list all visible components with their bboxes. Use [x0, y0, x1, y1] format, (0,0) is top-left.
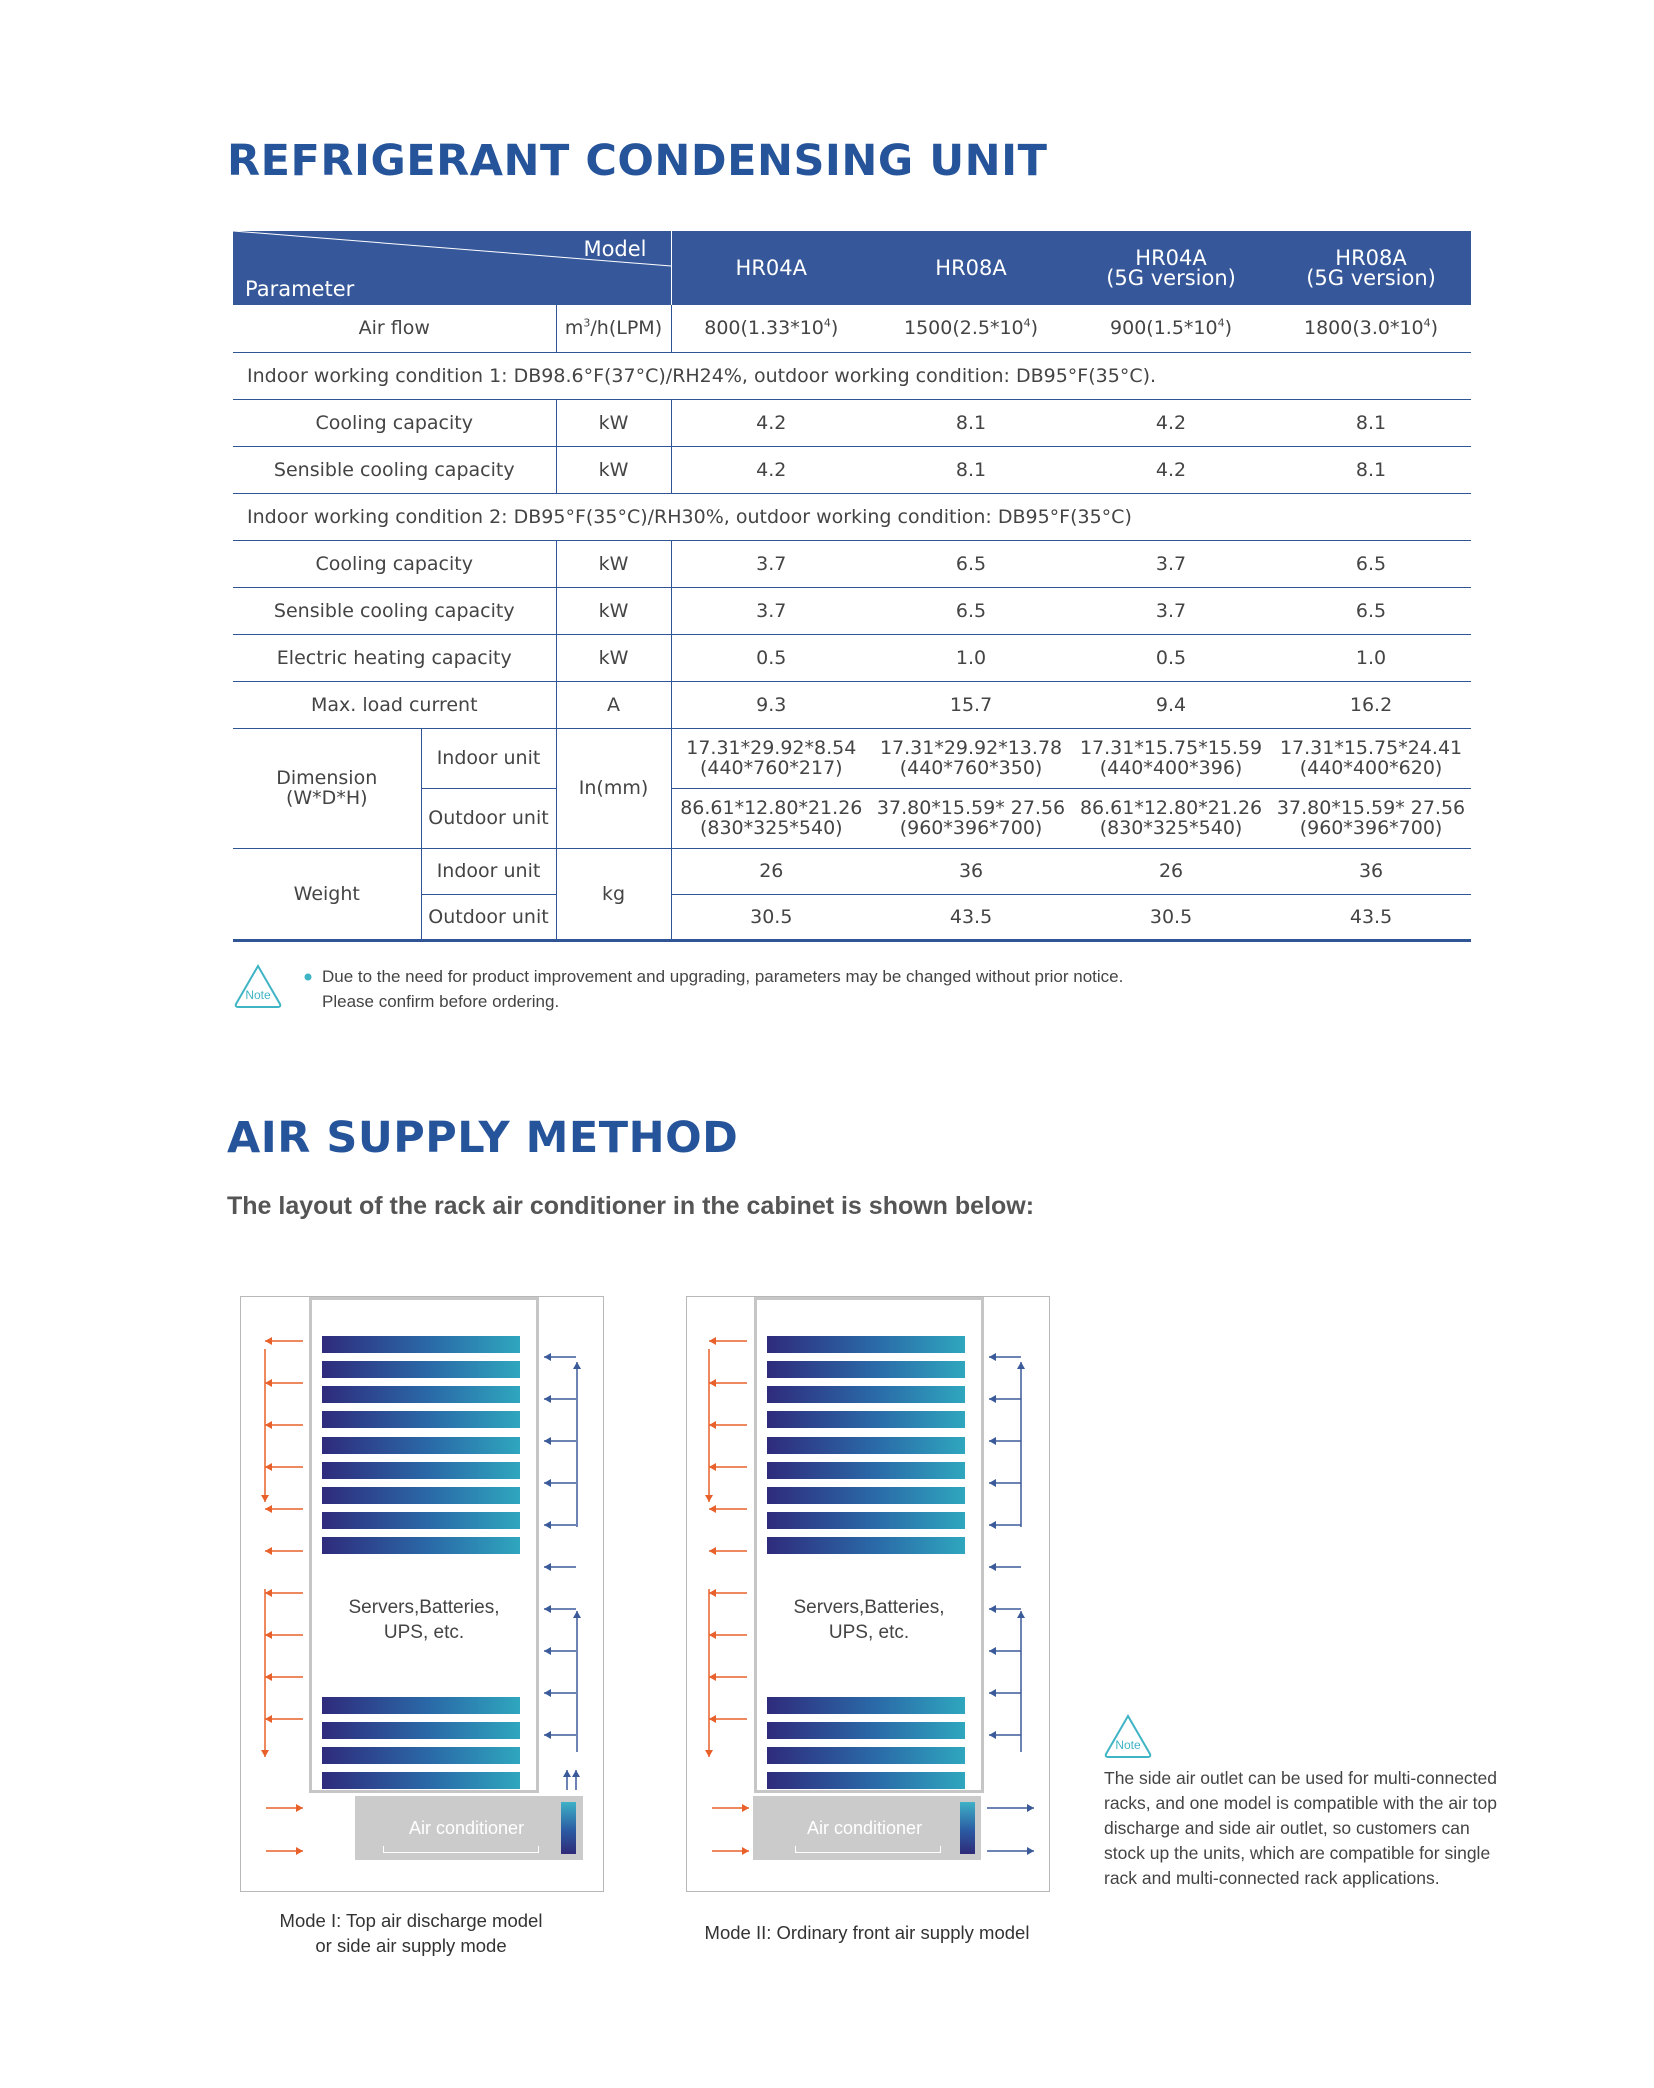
table-header-row [233, 231, 1471, 305]
row-unit: kW [556, 634, 671, 681]
cell-value: 9.3 [671, 681, 871, 728]
note-text: Due to the need for product improvement and upgrading, parameters may be changed without prior notice. Please confirm before ordering. [322, 967, 1124, 1011]
arrow-head [544, 1353, 551, 1361]
server-bar [767, 1487, 965, 1504]
cell-value: 43.5 [1271, 894, 1471, 940]
row-label: Sensible cooling capacity [233, 446, 556, 493]
note-icon [233, 963, 283, 1009]
arrow-head [544, 1479, 551, 1487]
cell-value: 8.1 [871, 446, 1071, 493]
arrow-head [265, 1337, 272, 1345]
air-conditioner-label: Air conditioner [807, 1818, 923, 1838]
air-conditioner-coil [561, 1802, 576, 1854]
server-bar [767, 1462, 965, 1479]
section-title-air-supply: AIR SUPPLY METHOD [227, 1113, 739, 1163]
arrow-head [742, 1804, 749, 1812]
cell-value: 3.7 [1071, 587, 1271, 634]
cell-value: 3.7 [1071, 540, 1271, 587]
dimension-label: Dimension (W*D*H) [233, 728, 421, 848]
row-label: Cooling capacity [233, 399, 556, 446]
row-unit: $m^3/h(LPM)$ [556, 305, 671, 352]
air-conditioner-base [795, 1846, 941, 1853]
arrow-head [1027, 1804, 1034, 1812]
server-bar [767, 1336, 965, 1353]
cell-value: 4.2 [1071, 446, 1271, 493]
cell-value: 86.61*12.80*21.26 (830*325*540) [1071, 788, 1271, 848]
arrow-head [544, 1647, 551, 1655]
air-conditioner-coil [960, 1802, 975, 1854]
arrow-head [989, 1437, 996, 1445]
cell-value: 36 [871, 848, 1071, 894]
row-label: Sensible cooling capacity [233, 587, 556, 634]
note-icon [1103, 1713, 1153, 1759]
header-model-label: Model [583, 237, 647, 261]
cell-value: 6.5 [871, 587, 1071, 634]
cell-value: 4.2 [1071, 399, 1271, 446]
rack-cabinet [309, 1297, 539, 1793]
server-bar [767, 1697, 965, 1714]
arrow-head [705, 1750, 713, 1757]
dimension-indoor-label: Indoor unit [421, 728, 556, 788]
arrow-head [265, 1631, 272, 1639]
rack-label: Servers,Batteries, UPS, etc. [793, 1597, 945, 1643]
server-bar [767, 1537, 965, 1554]
row-label: Electric heating capacity [233, 634, 556, 681]
row-unit: kW [556, 446, 671, 493]
dimension-outdoor-label: Outdoor unit [421, 788, 556, 848]
cell-value: 0.5 [671, 634, 871, 681]
airflow-value: $900(1.5*10^4)$ [1071, 305, 1271, 352]
arrow-head [709, 1589, 716, 1597]
cell-value: 86.61*12.80*21.26 (830*325*540) [671, 788, 871, 848]
cell-value: 9.4 [1071, 681, 1271, 728]
arrow-head [265, 1589, 272, 1597]
server-bar [767, 1361, 965, 1378]
dimension-unit: In(mm) [556, 728, 671, 848]
header-parameter-label: Parameter [245, 277, 355, 301]
row-unit: kW [556, 399, 671, 446]
header-diagonal-cell [233, 231, 671, 305]
table-row [233, 634, 1471, 681]
arrow-head [989, 1647, 996, 1655]
cell-value: 3.7 [671, 587, 871, 634]
spec-table [233, 231, 1471, 942]
cell-value: 1.0 [871, 634, 1071, 681]
arrow-head [265, 1379, 272, 1387]
cell-value: 16.2 [1271, 681, 1471, 728]
airflow-value: $1500(2.5*10^4)$ [871, 305, 1071, 352]
arrow-head [989, 1353, 996, 1361]
cell-value: 6.5 [871, 540, 1071, 587]
arrow-head [265, 1421, 272, 1429]
air-conditioner-unit [355, 1796, 583, 1860]
server-bar [322, 1722, 520, 1739]
weight-label: Weight [233, 848, 421, 940]
arrow-head [544, 1563, 551, 1571]
air-conditioner-label: Air conditioner [409, 1818, 525, 1838]
header-model-2: HR08A [871, 231, 1071, 305]
section-title-condensing-unit: REFRIGERANT CONDENSING UNIT [227, 136, 1048, 186]
header-model-1: HR04A [671, 231, 871, 305]
arrow-head [709, 1337, 716, 1345]
air-conditioner-base [383, 1846, 539, 1853]
section-subtitle: The layout of the rack air conditioner in the cabinet is shown below: [227, 1192, 1035, 1220]
row-unit: A [556, 681, 671, 728]
cell-value: 26 [671, 848, 871, 894]
server-bar [767, 1772, 965, 1789]
arrow-head [544, 1395, 551, 1403]
svg-text:Note: Note [1115, 1738, 1141, 1752]
arrow-head [742, 1847, 749, 1855]
server-bar [322, 1512, 520, 1529]
header-model-4: HR08A (5G version) [1271, 231, 1471, 305]
arrow-head [989, 1479, 996, 1487]
cell-value: 4.2 [671, 399, 871, 446]
arrow-head [709, 1379, 716, 1387]
diagram-caption-mode-1: Mode I: Top air discharge model or side air supply mode [279, 1910, 543, 1956]
diagram-caption-mode-2: Mode II: Ordinary front air supply model [704, 1922, 1030, 1943]
cell-value: 0.5 [1071, 634, 1271, 681]
server-bar [322, 1361, 520, 1378]
server-bar [767, 1747, 965, 1764]
svg-text:Note: Note [245, 988, 271, 1002]
airflow-value: $1800(3.0*10^4)$ [1271, 305, 1471, 352]
server-bar [322, 1386, 520, 1403]
arrow-head [265, 1505, 272, 1513]
server-bar [322, 1537, 520, 1554]
arrow-head [572, 1770, 580, 1777]
table-row [233, 540, 1471, 587]
air-conditioner-unit [753, 1796, 981, 1860]
cell-value: 3.7 [671, 540, 871, 587]
cell-value: 37.80*15.59* 27.56 (960*396*700) [1271, 788, 1471, 848]
arrow-head [709, 1673, 716, 1681]
cell-value: 17.31*29.92*13.78 (440*760*350) [871, 728, 1071, 788]
row-label: Air flow [233, 305, 556, 352]
table-row-condition-2 [233, 493, 1471, 540]
note-2-text: The side air outlet can be used for multi-connected racks, and one model is compatible with the air top discharge and side air outlet, so customers can stock up the units, which are compatible for single rack and multi-connected rack applications. [1104, 1768, 1497, 1888]
diagram-mode-1 [240, 1296, 604, 1892]
arrow-head [1017, 1362, 1025, 1369]
cell-value: 17.31*15.75*24.41 (440*400*620) [1271, 728, 1471, 788]
server-bar [322, 1462, 520, 1479]
cell-value: 37.80*15.59* 27.56 (960*396*700) [871, 788, 1071, 848]
arrow-head [709, 1715, 716, 1723]
arrow-head [1017, 1611, 1025, 1618]
arrow-head [989, 1731, 996, 1739]
arrow-head [709, 1547, 716, 1555]
row-unit: kW [556, 587, 671, 634]
server-bar [322, 1772, 520, 1789]
weight-unit: kg [556, 848, 671, 940]
cell-value: 1.0 [1271, 634, 1471, 681]
arrow-head [544, 1731, 551, 1739]
arrow-head [989, 1605, 996, 1613]
server-bar [322, 1336, 520, 1353]
arrow-head [989, 1563, 996, 1571]
server-bar [767, 1411, 965, 1428]
arrow-head [989, 1395, 996, 1403]
arrow-head [261, 1750, 269, 1757]
arrow-head [989, 1689, 996, 1697]
arrow-head [265, 1673, 272, 1681]
diagram-mode-2 [686, 1296, 1050, 1892]
arrow-head [296, 1847, 303, 1855]
arrow-head [709, 1505, 716, 1513]
server-bar [322, 1437, 520, 1454]
cell-value: 15.7 [871, 681, 1071, 728]
table-row [233, 399, 1471, 446]
server-bar [322, 1487, 520, 1504]
table-row-dimension-indoor [233, 728, 1471, 788]
cell-value: 6.5 [1271, 540, 1471, 587]
header-model-3: HR04A (5G version) [1071, 231, 1271, 305]
arrow-head [709, 1631, 716, 1639]
arrow-head [544, 1689, 551, 1697]
server-bar [767, 1437, 965, 1454]
server-bar [767, 1512, 965, 1529]
cell-value: 8.1 [1271, 446, 1471, 493]
table-row-condition-1 [233, 352, 1471, 399]
arrow-head [265, 1547, 272, 1555]
server-bar [767, 1722, 965, 1739]
table-row [233, 446, 1471, 493]
server-bar [767, 1386, 965, 1403]
arrow-head [709, 1463, 716, 1471]
arrow-head [573, 1611, 581, 1618]
row-unit: kW [556, 540, 671, 587]
cell-value: 6.5 [1271, 587, 1471, 634]
server-bar [322, 1697, 520, 1714]
server-bar [322, 1411, 520, 1428]
airflow-value: $800(1.33*10^4)$ [671, 305, 871, 352]
arrow-head [265, 1463, 272, 1471]
weight-indoor-label: Indoor unit [421, 848, 556, 894]
arrow-head [265, 1715, 272, 1723]
condition-2-text: Indoor working condition 2: DB95°F(35°C)/RH30%, outdoor working condition: DB95°F(35°C) [233, 493, 1471, 540]
rack-cabinet [754, 1297, 984, 1793]
table-row-airflow [233, 305, 1471, 352]
arrow-head [705, 1495, 713, 1502]
arrow-head [544, 1521, 551, 1529]
arrow-head [989, 1521, 996, 1529]
arrow-head [544, 1437, 551, 1445]
cell-value: 26 [1071, 848, 1271, 894]
table-row [233, 681, 1471, 728]
server-bar [322, 1747, 520, 1764]
cell-value: 30.5 [1071, 894, 1271, 940]
arrow-head [573, 1362, 581, 1369]
arrow-head [261, 1495, 269, 1502]
cell-value: 36 [1271, 848, 1471, 894]
arrow-head [1027, 1847, 1034, 1855]
arrow-head [709, 1421, 716, 1429]
weight-outdoor-label: Outdoor unit [421, 894, 556, 940]
cell-value: 8.1 [871, 399, 1071, 446]
arrow-head [563, 1770, 571, 1777]
cell-value: 17.31*15.75*15.59 (440*400*396) [1071, 728, 1271, 788]
rack-label: Servers,Batteries, UPS, etc. [348, 1597, 500, 1643]
cell-value: 30.5 [671, 894, 871, 940]
arrow-head [296, 1804, 303, 1812]
condition-1-text: Indoor working condition 1: DB98.6°F(37°C)/RH24%, outdoor working condition: DB95°F(35°C). [233, 352, 1471, 399]
row-label: Cooling capacity [233, 540, 556, 587]
arrow-head [544, 1605, 551, 1613]
table-row-weight-indoor [233, 848, 1471, 894]
cell-value: 17.31*29.92*8.54 (440*760*217) [671, 728, 871, 788]
bullet-icon [303, 972, 313, 982]
table-row [233, 587, 1471, 634]
cell-value: 43.5 [871, 894, 1071, 940]
row-label: Max. load current [233, 681, 556, 728]
cell-value: 8.1 [1271, 399, 1471, 446]
cell-value: 4.2 [671, 446, 871, 493]
